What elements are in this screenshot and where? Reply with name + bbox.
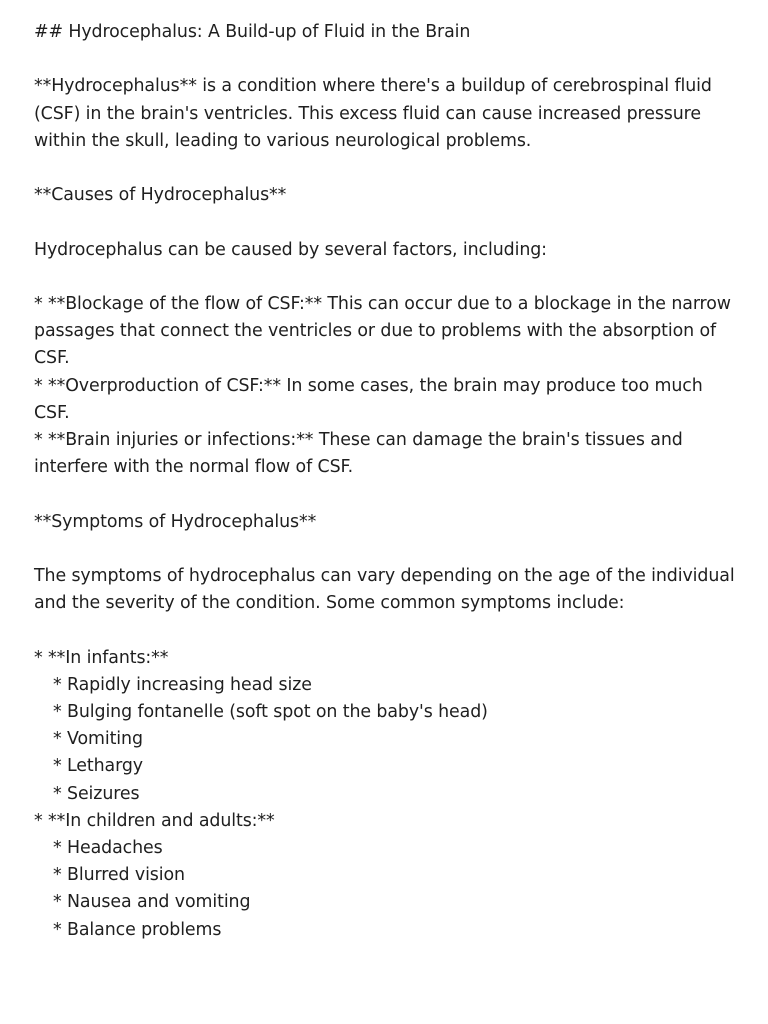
adult-symptom-item: * Blurred vision <box>53 865 185 886</box>
causes-intro: Hydrocephalus can be caused by several factors, including: <box>34 239 547 260</box>
infant-symptom-item: * Seizures <box>53 783 140 804</box>
spacer <box>34 264 740 291</box>
adult-symptom-item: * Balance problems <box>53 919 222 940</box>
adult-symptom-item: * Headaches <box>53 837 163 858</box>
cause-item: * **Brain injuries or infections:** These can damage the brain's tissues and interfere with the normal flow of CSF. <box>34 429 683 478</box>
infant-symptom-item: * Bulging fontanelle (soft spot on the baby's head) <box>53 701 488 722</box>
symptoms-heading: **Symptoms of Hydrocephalus** <box>34 511 317 532</box>
infant-symptom-item: * Lethargy <box>53 756 143 777</box>
document-heading: ## Hydrocephalus: A Build-up of Fluid in the Brain <box>34 22 471 42</box>
document-body <box>34 19 740 944</box>
spacer <box>34 46 740 73</box>
infant-symptom-item: * Vomiting <box>53 729 143 750</box>
spacer <box>34 617 740 644</box>
spacer <box>34 536 740 563</box>
symptoms-intro: The symptoms of hydrocephalus can vary depending on the age of the individual and the severity of the condition. Some common symptoms include: <box>34 565 735 614</box>
cause-item: * **Blockage of the flow of CSF:** This can occur due to a blockage in the narrow passages that connect the ventricles or due to problems with the absorption of CSF. <box>34 293 731 369</box>
infant-symptom-item: * Rapidly increasing head size <box>53 674 312 695</box>
cause-item: * **Overproduction of CSF:** In some cases, the brain may produce too much CSF. <box>34 375 703 423</box>
intro-paragraph: **Hydrocephalus** is a condition where there's a buildup of cerebrospinal fluid (CSF) in the brain's ventricles. This excess fluid can cause increased pressure within the skull, leading to various neurological problems. <box>34 76 712 151</box>
adult-symptom-item: * Nausea and vomiting <box>53 892 251 913</box>
spacer <box>34 481 740 508</box>
causes-heading: **Causes of Hydrocephalus** <box>34 185 287 206</box>
infants-label: * **In infants:** <box>34 647 169 668</box>
spacer <box>34 209 740 236</box>
adults-label: * **In children and adults:** <box>34 810 275 831</box>
spacer <box>34 155 740 182</box>
